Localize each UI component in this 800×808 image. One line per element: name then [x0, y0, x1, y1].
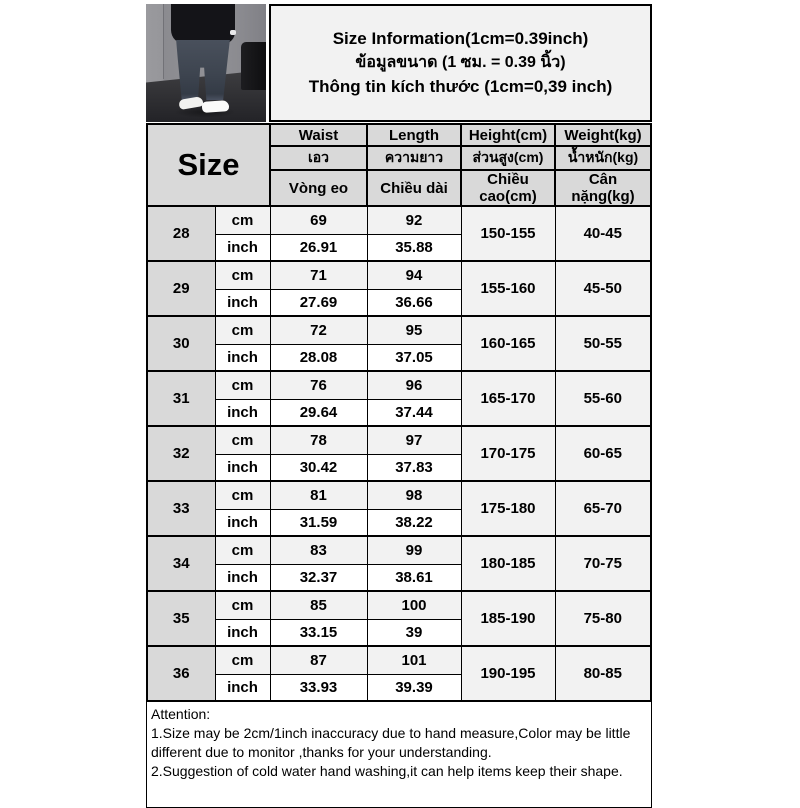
- title-box: [269, 4, 652, 122]
- length-cm-value: 100: [367, 591, 461, 619]
- length-cm-value: 99: [367, 536, 461, 564]
- title-vietnamese: Thông tin kích thước (1cm=0,39 inch): [308, 77, 613, 96]
- unit-cm-label: cm: [215, 591, 270, 619]
- attention-note-1: 1.Size may be 2cm/1inch inaccuracy due to hand measure,Color may be little different due to monitor ,thanks for your understanding.: [151, 725, 631, 760]
- waist-header-en: Waist: [270, 124, 367, 146]
- length-inch-value: 35.88: [367, 234, 461, 261]
- size-row-cm: [147, 261, 651, 289]
- unit-cm-label: cm: [215, 646, 270, 674]
- size-column-header: Size: [147, 124, 270, 206]
- attention-heading: Attention:: [151, 706, 211, 722]
- size-value: 35: [147, 591, 215, 646]
- length-cm-value: 96: [367, 371, 461, 399]
- waist-cm-value: 85: [270, 591, 367, 619]
- size-chart-sheet: [146, 4, 652, 808]
- weight-header-vi: Cân nặng(kg): [555, 170, 651, 206]
- weight-range-value: 40-45: [555, 206, 651, 261]
- size-row-cm: [147, 316, 651, 344]
- length-header-vi: Chiều dài: [367, 170, 461, 206]
- unit-cm-label: cm: [215, 371, 270, 399]
- height-header-vi: Chiều cao(cm): [461, 170, 555, 206]
- unit-inch-label: inch: [215, 674, 270, 701]
- photo-model-torso: [171, 4, 235, 44]
- size-row-cm: [147, 536, 651, 564]
- size-row-cm: [147, 426, 651, 454]
- unit-inch-label: inch: [215, 509, 270, 536]
- title-english: Size Information(1cm=0.39inch): [332, 29, 589, 48]
- unit-inch-label: inch: [215, 234, 270, 261]
- waist-inch-value: 26.91: [270, 234, 367, 261]
- waist-inch-value: 29.64: [270, 399, 367, 426]
- length-inch-value: 37.05: [367, 344, 461, 371]
- unit-inch-label: inch: [215, 564, 270, 591]
- height-header-th: ส่วนสูง(cm): [461, 146, 555, 170]
- size-value: 34: [147, 536, 215, 591]
- title-thai: ข้อมูลขนาด (1 ซม. = 0.39 นิ้ว): [355, 54, 566, 71]
- size-value: 32: [147, 426, 215, 481]
- height-range-value: 165-170: [461, 371, 555, 426]
- height-range-value: 155-160: [461, 261, 555, 316]
- size-row-cm: [147, 481, 651, 509]
- length-inch-value: 39.39: [367, 674, 461, 701]
- size-table-header: [147, 124, 651, 206]
- weight-range-value: 45-50: [555, 261, 651, 316]
- weight-header-th: น้ำหนัก(kg): [555, 146, 651, 170]
- waist-cm-value: 71: [270, 261, 367, 289]
- unit-inch-label: inch: [215, 344, 270, 371]
- unit-inch-label: inch: [215, 454, 270, 481]
- waist-cm-value: 69: [270, 206, 367, 234]
- length-inch-value: 39: [367, 619, 461, 646]
- size-row-cm: [147, 206, 651, 234]
- length-header-en: Length: [367, 124, 461, 146]
- length-inch-value: 38.61: [367, 564, 461, 591]
- photo-wall-seam: [163, 4, 164, 79]
- weight-header-en: Weight(kg): [555, 124, 651, 146]
- waist-header-th: เอว: [270, 146, 367, 170]
- waist-inch-value: 30.42: [270, 454, 367, 481]
- unit-inch-label: inch: [215, 619, 270, 646]
- unit-cm-label: cm: [215, 261, 270, 289]
- size-value: 36: [147, 646, 215, 701]
- waist-inch-value: 28.08: [270, 344, 367, 371]
- height-range-value: 190-195: [461, 646, 555, 701]
- weight-range-value: 60-65: [555, 426, 651, 481]
- length-inch-value: 37.44: [367, 399, 461, 426]
- size-value: 28: [147, 206, 215, 261]
- unit-cm-label: cm: [215, 481, 270, 509]
- weight-range-value: 70-75: [555, 536, 651, 591]
- unit-cm-label: cm: [215, 426, 270, 454]
- weight-range-value: 80-85: [555, 646, 651, 701]
- length-cm-value: 92: [367, 206, 461, 234]
- unit-cm-label: cm: [215, 536, 270, 564]
- size-table-body: [147, 206, 651, 701]
- waist-cm-value: 76: [270, 371, 367, 399]
- attention-note-2: 2.Suggestion of cold water hand washing,it can help items keep their shape.: [151, 763, 623, 779]
- attention-box: [146, 702, 652, 808]
- photo-wrist-watch: [230, 30, 236, 35]
- unit-inch-label: inch: [215, 289, 270, 316]
- length-inch-value: 37.83: [367, 454, 461, 481]
- waist-inch-value: 27.69: [270, 289, 367, 316]
- height-range-value: 185-190: [461, 591, 555, 646]
- waist-cm-value: 83: [270, 536, 367, 564]
- size-table: [146, 123, 652, 702]
- waist-cm-value: 72: [270, 316, 367, 344]
- waist-inch-value: 32.37: [270, 564, 367, 591]
- size-row-cm: [147, 591, 651, 619]
- unit-inch-label: inch: [215, 399, 270, 426]
- weight-range-value: 75-80: [555, 591, 651, 646]
- length-cm-value: 95: [367, 316, 461, 344]
- size-value: 31: [147, 371, 215, 426]
- weight-range-value: 50-55: [555, 316, 651, 371]
- length-inch-value: 36.66: [367, 289, 461, 316]
- weight-range-value: 55-60: [555, 371, 651, 426]
- unit-cm-label: cm: [215, 316, 270, 344]
- waist-inch-value: 31.59: [270, 509, 367, 536]
- height-range-value: 150-155: [461, 206, 555, 261]
- height-header-en: Height(cm): [461, 124, 555, 146]
- weight-range-value: 65-70: [555, 481, 651, 536]
- size-value: 29: [147, 261, 215, 316]
- photo-sneaker-right: [202, 100, 230, 113]
- length-inch-value: 38.22: [367, 509, 461, 536]
- length-cm-value: 94: [367, 261, 461, 289]
- size-value: 33: [147, 481, 215, 536]
- waist-inch-value: 33.15: [270, 619, 367, 646]
- photo-armchair: [241, 42, 266, 90]
- waist-cm-value: 78: [270, 426, 367, 454]
- length-header-th: ความยาว: [367, 146, 461, 170]
- height-range-value: 180-185: [461, 536, 555, 591]
- size-value: 30: [147, 316, 215, 371]
- height-range-value: 175-180: [461, 481, 555, 536]
- length-cm-value: 101: [367, 646, 461, 674]
- header-row-english: [147, 124, 651, 146]
- length-cm-value: 97: [367, 426, 461, 454]
- size-row-cm: [147, 646, 651, 674]
- top-section: [146, 4, 652, 122]
- unit-cm-label: cm: [215, 206, 270, 234]
- model-photo-image: [146, 4, 266, 122]
- waist-cm-value: 81: [270, 481, 367, 509]
- size-row-cm: [147, 371, 651, 399]
- length-cm-value: 98: [367, 481, 461, 509]
- height-range-value: 170-175: [461, 426, 555, 481]
- height-range-value: 160-165: [461, 316, 555, 371]
- waist-cm-value: 87: [270, 646, 367, 674]
- waist-header-vi: Vòng eo: [270, 170, 367, 206]
- waist-inch-value: 33.93: [270, 674, 367, 701]
